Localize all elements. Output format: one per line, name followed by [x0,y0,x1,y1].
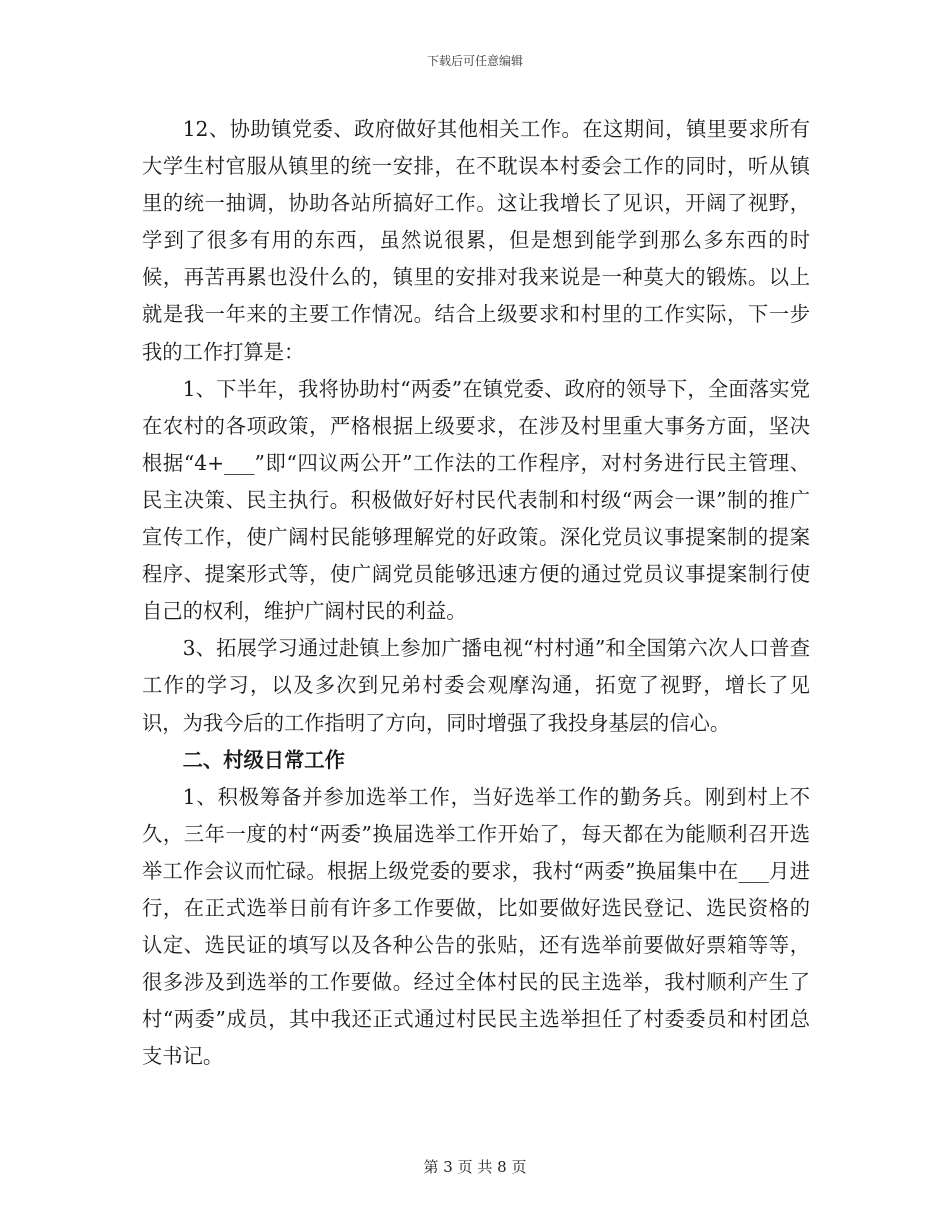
page-number-footer: 第 3 页 共 8 页 [423,1158,527,1176]
page-header-note: 下载后可任意编辑 [426,54,523,68]
paragraph-plan-3: 3、拓展学习通过赴镇上参加广播电视“村村通”和全国第六次人口普查工作的学习，以及多次到兄弟村委会观摩沟通，拓宽了视野，增长了见识，为我今后的工作指明了方向，同时增强了我投身基层的信心。 [142,636,810,735]
document-body [142,111,810,1075]
section-heading: 二、村级日常工作 [182,747,345,772]
paragraph-task-12: 12、协助镇党委、政府做好其他相关工作。在这期间，镇里要求所有大学生村官服从镇里的统一安排，在不耽误本村委会工作的同时，听从镇里的统一抽调，协助各站所搞好工作。这让我增长了见识，开阔了视野，学到了很多有用的东西，虽然说很累，但是想到能学到那么多东西的时候，再苦再累也没什么的，镇里的安排对我来说是一种莫大的锻炼。以上就是我一年来的主要工作情况。结合上级要求和村里的工作实际，下一步我的工作打算是： [142,117,810,364]
paragraph-plan-1: 1、下半年，我将协助村“两委”在镇党委、政府的领导下，全面落实党在农村的各项政策，严格根据上级要求，在涉及村里重大事务方面，坚决根据“4+___”即“四议两公开”工作法的工作程序，对村务进行民主管理、民主决策、民主执行。积极做好好村民代表制和村级“两会一课”制的推广宣传工作，使广阔村民能够理解党的好政策。深化党员议事提案制的提案程序、提案形式等，使广阔党员能够迅速方便的通过党员议事提案制行使自己的权利，维护广阔村民的利益。 [142,376,810,624]
paragraph-election-work: 1、积极筹备并参加选举工作，当好选举工作的勤务兵。刚到村上不久，三年一度的村“两委”换届选举工作开始了，每天都在为能顺利召开选举工作会议而忙碌。根据上级党委的要求，我村“两委”换届集中在___月进行，在正式选举日前有许多工作要做，比如要做好选民登记、选民资格的认定、选民证的填写以及各种公告的张贴，还有选举前要做好票箱等等，很多涉及到选举的工作要做。经过全体村民的民主选举，我村顺利产生了村“两委”成员，其中我还正式通过村民民主选举担任了村委委员和村团总支书记。 [142,784,810,1069]
